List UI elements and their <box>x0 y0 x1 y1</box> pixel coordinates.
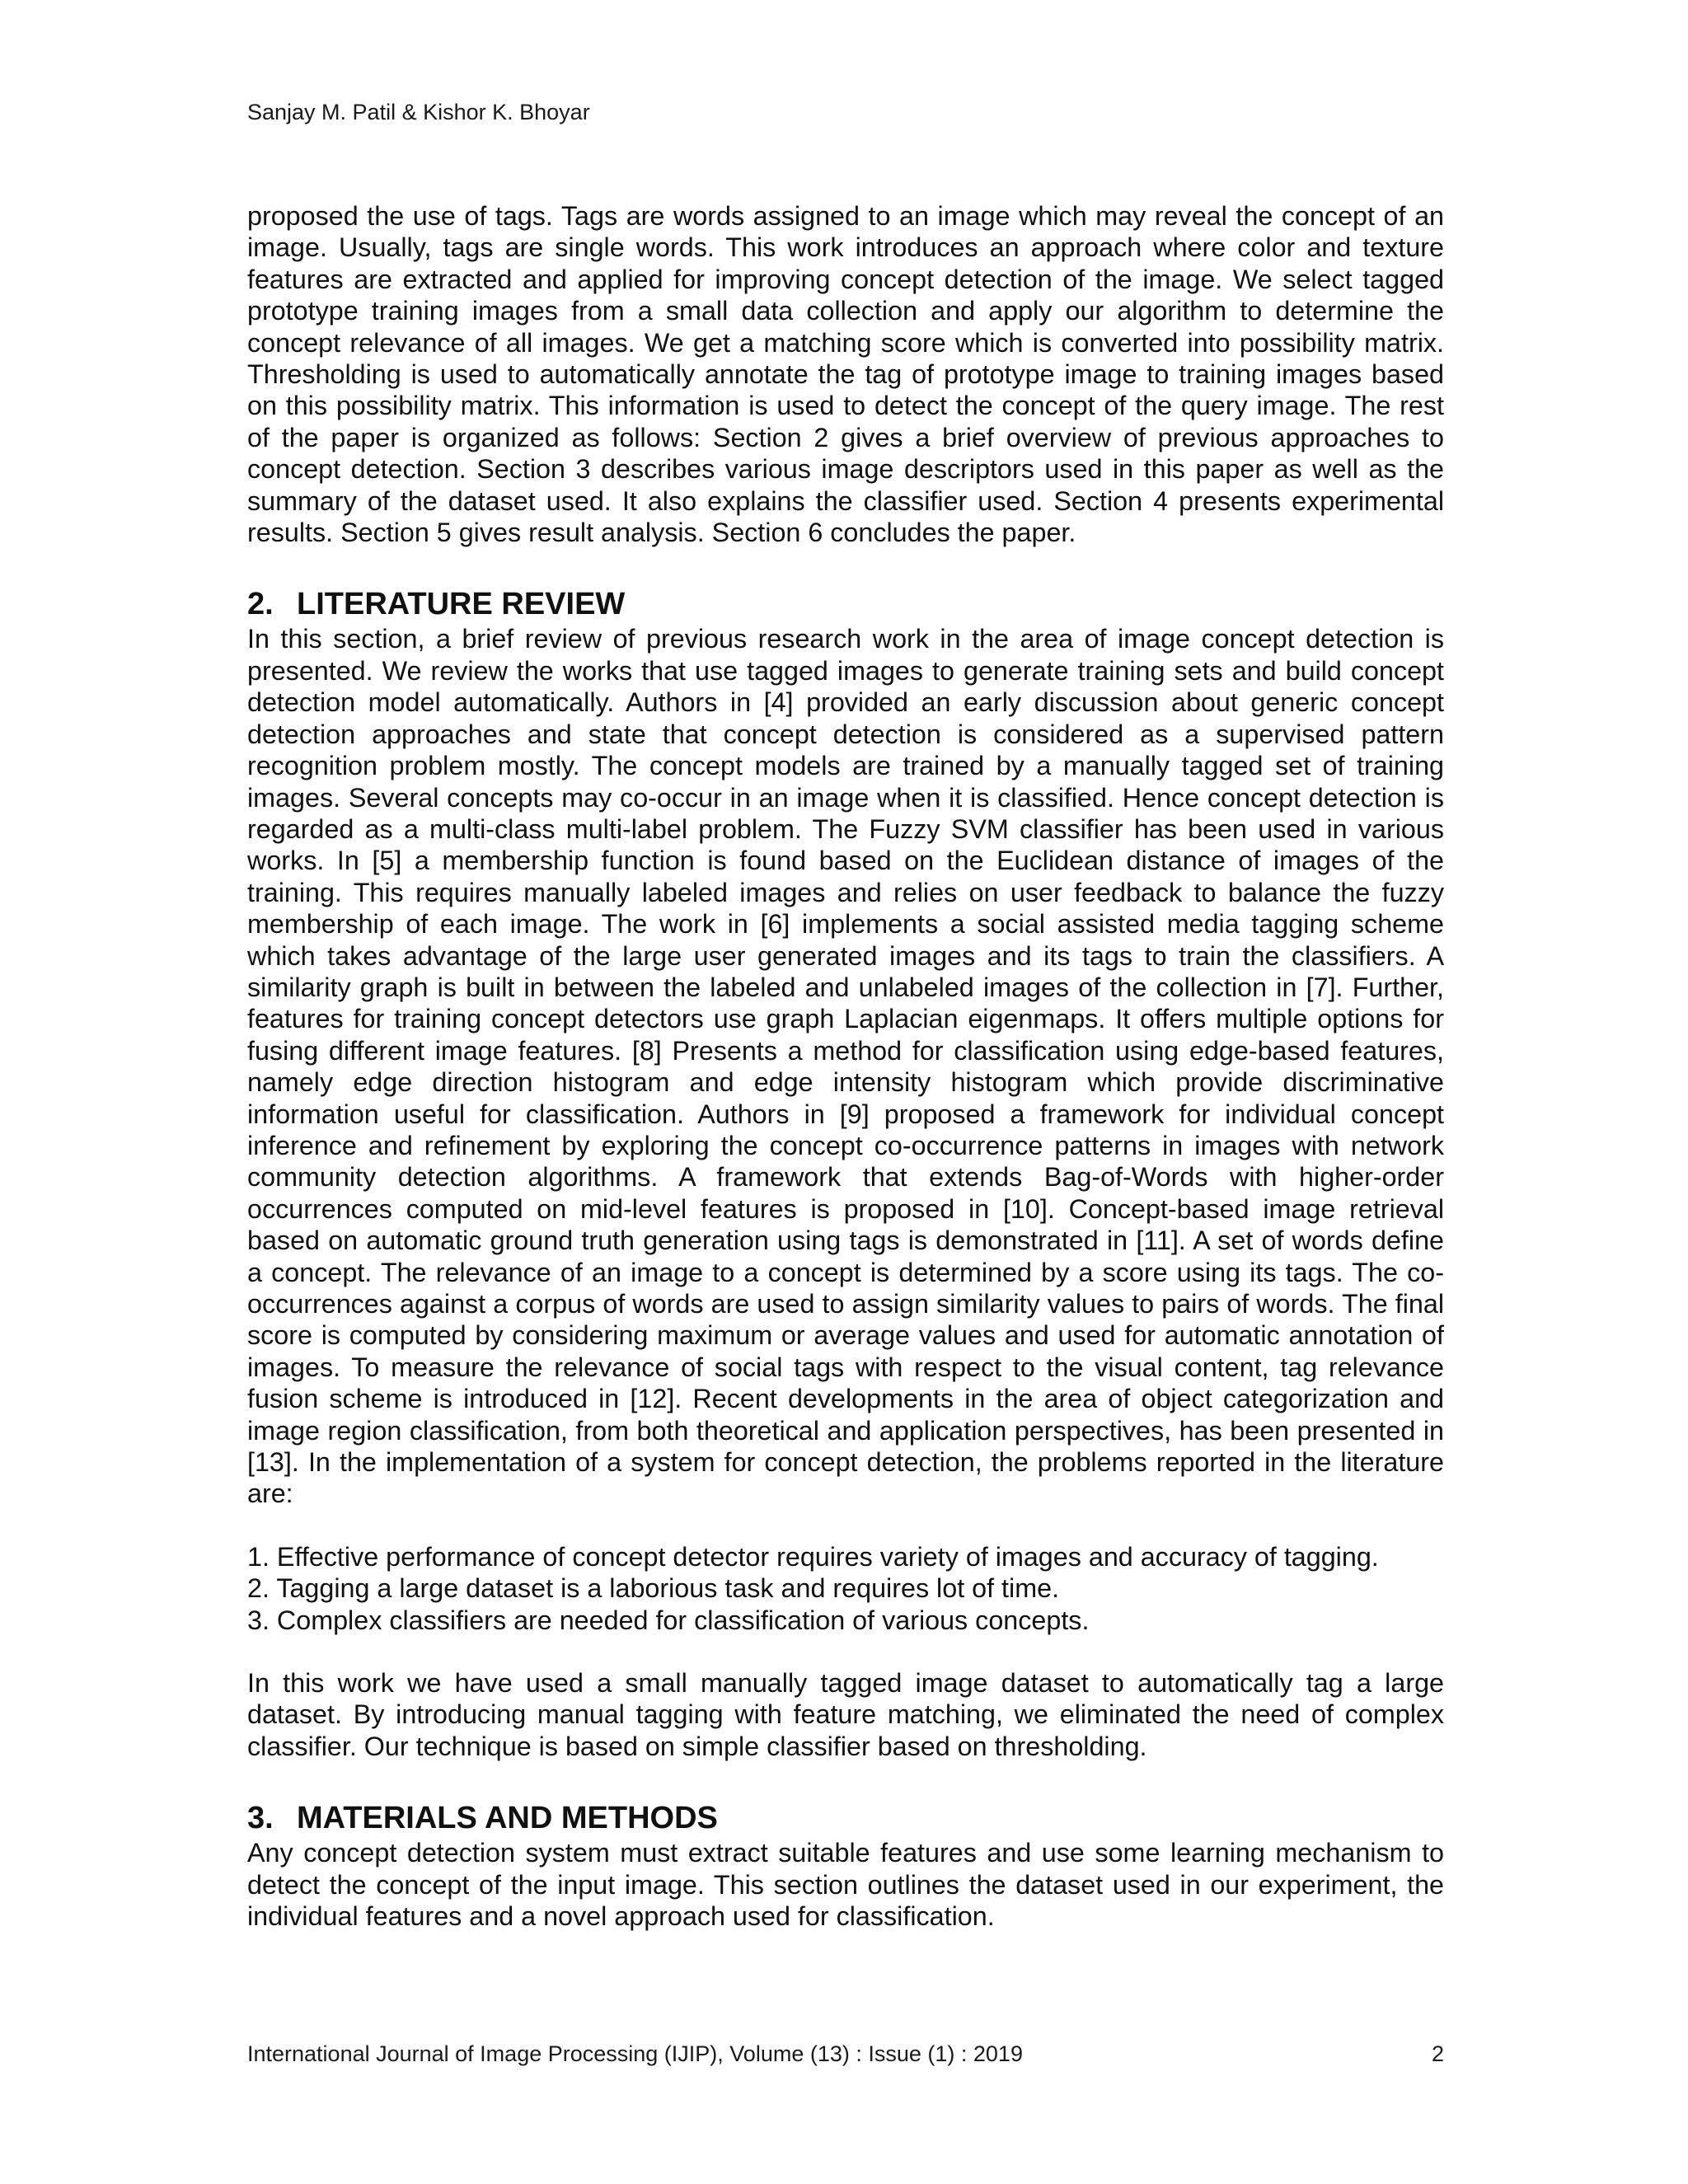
literature-review-paragraph: In this section, a brief review of previous research work in the area of image concept detection is presented. We review the works that use tagged images to generate training sets and build concept detection model automatically. Authors in [4] provided an early discussion about generic concept detection approaches and state that concept detection is considered as a supervised pattern recognition problem mostly. The concept models are trained by a manually tagged set of training images. Several concepts may co-occur in an image when it is classified. Hence concept detection is regarded as a multi-class multi-label problem. The Fuzzy SVM classifier has been used in various works. In [5] a membership function is found based on the Euclidean distance of images of the training. This requires manually labeled images and relies on user feedback to balance the fuzzy membership of each image. The work in [6] implements a social assisted media tagging scheme which takes advantage of the large user generated images and its tags to train the classifiers. A similarity graph is built in between the labeled and unlabeled images of the collection in [7]. Further, features for training concept detectors use graph Laplacian eigenmaps. It offers multiple options for fusing different image features. [8] Presents a method for classification using edge-based features, namely edge direction histogram and edge intensity histogram which provide discriminative information useful for classification. Authors in [9] proposed a framework for individual concept inference and refinement by exploring the concept co-occurrence patterns in images with network community detection algorithms. A framework that extends Bag-of-Words with higher-order occurrences computed on mid-level features is proposed in [10]. Concept-based image retrieval based on automatic ground truth generation using tags is demonstrated in [11]. A set of words define a concept. The relevance of an image to a concept is determined by a score using its tags. The co-occurrences against a corpus of words are used to assign similarity values to pairs of words. The final score is computed by considering maximum or average values and used for automatic annotation of images. To measure the relevance of social tags with respect to the visual content, tag relevance fusion scheme is introduced in [12]. Recent developments in the area of object categorization and image region classification, from both theoretical and application perspectives, has been presented in [13]. In the implementation of a system for concept detection, the problems reported in the literature are: <box>247 624 1444 1509</box>
problems-list <box>247 1541 1444 1636</box>
running-head-authors: Sanjay M. Patil & Kishor K. Bhoyar <box>247 100 590 124</box>
journal-citation: International Journal of Image Processing (IJIP), Volume (13) : Issue (1) : 2019 <box>247 2041 1023 2066</box>
list-item: 2. Tagging a large dataset is a laborious task and requires lot of time. <box>247 1573 1060 1604</box>
page-footer <box>247 2039 1444 2069</box>
body-column <box>247 200 1444 1933</box>
page-number: 2 <box>1431 2041 1444 2066</box>
materials-methods-paragraph: Any concept detection system must extract suitable features and use some learning mechanism to detect the concept of the input image. This section outlines the dataset used in our experiment, the individual features and a novel approach used for classification. <box>247 1838 1444 1932</box>
section-heading-materials-and-methods <box>247 1799 1444 1837</box>
list-item: 1. Effective performance of concept detector requires variety of images and accuracy of tagging. <box>247 1541 1379 1572</box>
list-item: 3. Complex classifiers are needed for classification of various concepts. <box>247 1605 1090 1635</box>
section-title: LITERATURE REVIEW <box>297 587 626 622</box>
section-heading-literature-review <box>247 585 1444 623</box>
intro-continuation-paragraph: proposed the use of tags. Tags are words assigned to an image which may reveal the concept of an image. Usually, tags are single words. This work introduces an approach where color and texture features are extracted and applied for improving concept detection of the image. We select tagged prototype training images from a small data collection and apply our algorithm to determine the concept relevance of all images. We get a matching score which is converted into possibility matrix. Thresholding is used to automatically annotate the tag of prototype image to training images based on this possibility matrix. This information is used to detect the concept of the query image. The rest of the paper is organized as follows: Section 2 gives a brief overview of previous approaches to concept detection. Section 3 describes various image descriptors used in this paper as well as the summary of the dataset used. It also explains the classifier used. Section 4 presents experimental results. Section 5 gives result analysis. Section 6 concludes the paper. <box>247 201 1444 548</box>
section-number: 2. <box>247 587 274 622</box>
section-title: MATERIALS AND METHODS <box>297 1801 718 1836</box>
section-number: 3. <box>247 1801 274 1836</box>
literature-review-closing-paragraph: In this work we have used a small manually tagged image dataset to automatically tag a large dataset. By introducing manual tagging with feature matching, we eliminated the need of complex classifier. Our technique is based on simple classifier based on thresholding. <box>247 1668 1444 1761</box>
